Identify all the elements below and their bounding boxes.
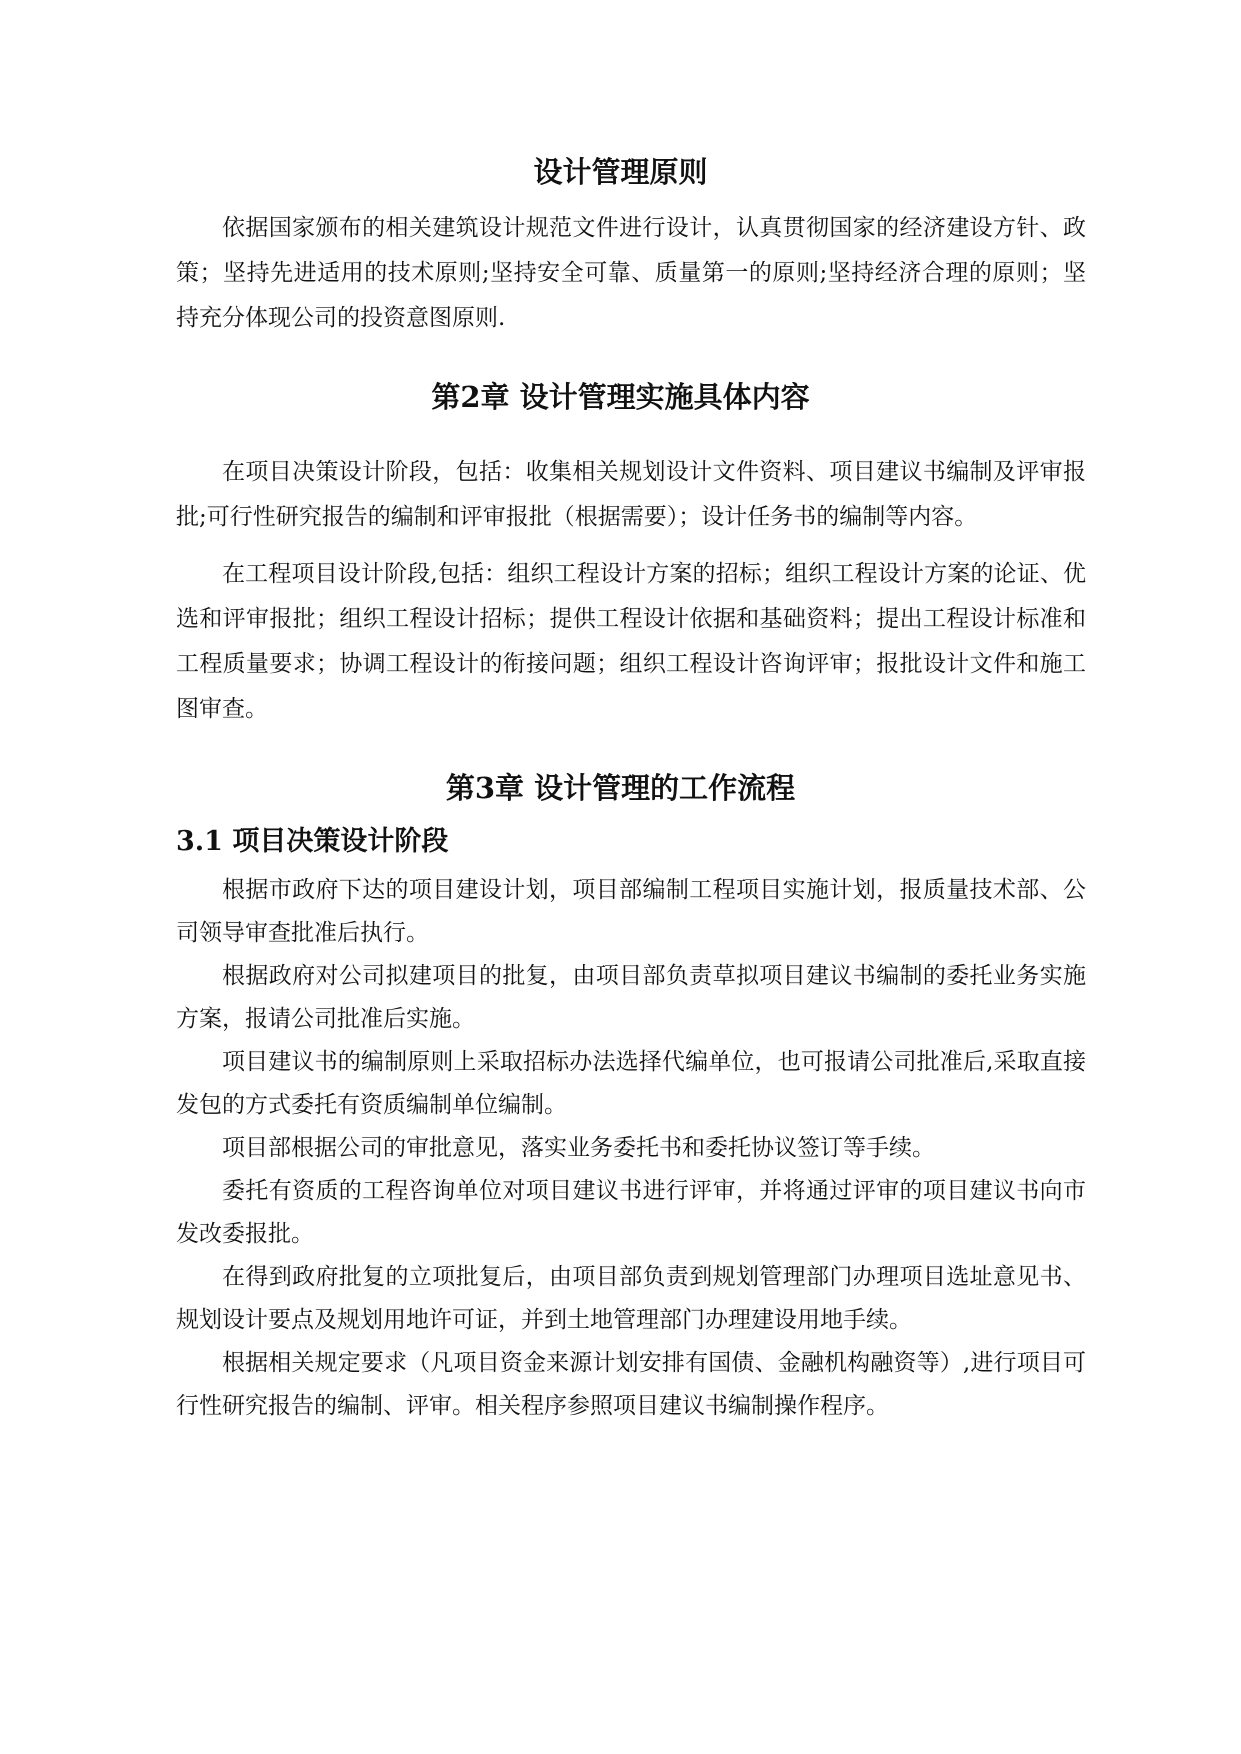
paragraph-3-1-item-6: 在得到政府批复的立项批复后，由项目部负责到规划管理部门办理项目选址意见书、规划设计要点及规划用地许可证，并到土地管理部门办理建设用地手续。: [176, 1264, 1086, 1333]
paragraph-3-1-item-4: 项目部根据公司的审批意见，落实业务委托书和委托协议签订等手续。: [222, 1135, 935, 1161]
paragraph-3-1-item-2: 根据政府对公司拟建项目的批复，由项目部负责草拟项目建议书编制的委托业务实施方案，报请公司批准后实施。: [176, 963, 1086, 1032]
chapter-3-title: 第3章 设计管理的工作流程: [445, 771, 796, 805]
paragraph-engineering-stage-content: 在工程项目设计阶段,包括：组织工程设计方案的招标；组织工程设计方案的论证、优选和评审报批；组织工程设计招标；提供工程设计依据和基础资料；提出工程设计标准和工程质量要求；协调工程设计的衔接问题；组织工程设计咨询评审；报批设计文件和施工图审查。: [176, 561, 1086, 722]
chapter-2-title: 第2章 设计管理实施具体内容: [431, 380, 810, 414]
paragraph-design-principles: 依据国家颁布的相关建筑设计规范文件进行设计，认真贯彻国家的经济建设方针、政策；坚持先进适用的技术原则;坚持安全可靠、质量第一的原则;坚持经济合理的原则；坚持充分体现公司的投资意图原则.: [176, 215, 1086, 331]
paragraph-3-1-item-5: 委托有资质的工程咨询单位对项目建议书进行评审，并将通过评审的项目建议书向市发改委报批。: [176, 1178, 1086, 1247]
paragraph-3-1-item-1: 根据市政府下达的项目建设计划，项目部编制工程项目实施计划，报质量技术部、公司领导审查批准后执行。: [176, 877, 1086, 946]
paragraph-3-1-item-3: 项目建议书的编制原则上采取招标办法选择代编单位，也可报请公司批准后,采取直接发包的方式委托有资质编制单位编制。: [176, 1049, 1086, 1118]
paragraph-decision-stage-content: 在项目决策设计阶段，包括：收集相关规划设计文件资料、项目建议书编制及评审报批;可行性研究报告的编制和评审报批（根据需要）；设计任务书的编制等内容。: [176, 459, 1086, 530]
section-title-design-principles: 设计管理原则: [533, 155, 708, 189]
paragraph-3-1-item-7: 根据相关规定要求（凡项目资金来源计划安排有国债、金融机构融资等）,进行项目可行性研究报告的编制、评审。相关程序参照项目建议书编制操作程序。: [176, 1350, 1086, 1419]
subsection-3-1-title: 3.1 项目决策设计阶段: [176, 826, 449, 857]
